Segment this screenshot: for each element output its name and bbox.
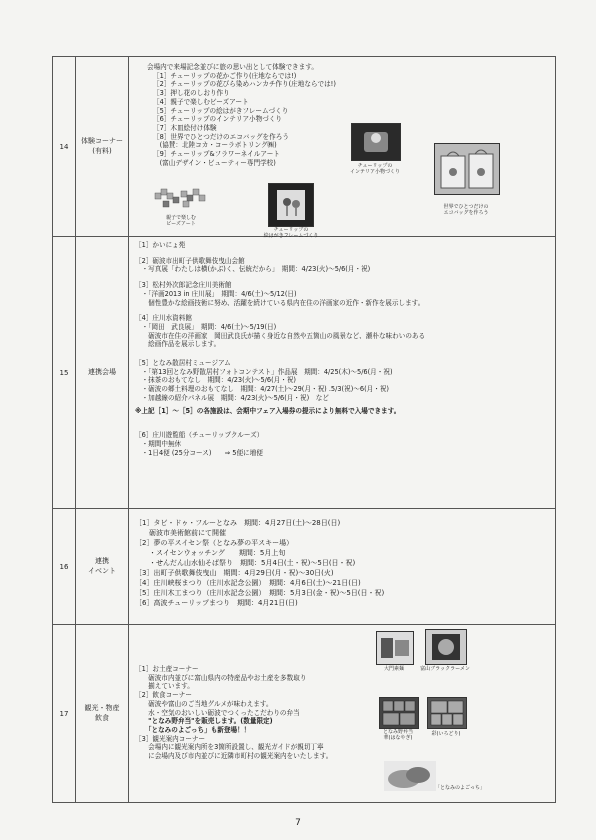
event-list: ［1］タビ・ドゥ・フルーとなみ 期間：4月27日(土)～28日(日) 砺波市美術館前にて開催 ［2］夢の平スイセン祭（となみ夢の平スキー場） ・スイセンウォッチング 期間：5月上旬 ・せんだん山水仙そば祭り 期間：5月4日(土・祝)～5日(日・祝) ［3］出町子供歌舞伎曳山 期間：4月29日(月・祝)～30日(火) ［4］庄川峡桜まつり（庄川水記念公園） 期間：4月6日(土)～21日(日) ［5］庄川木工まつり（庄川水記念公園） 期間：5月3日(金・祝)～5日(日・祝) ［6］高波チューリップまつり 期間：4月21日(日) xyxy=(135,519,385,607)
row-number: 14 xyxy=(53,57,76,237)
experience-list: 会場内で来場記念並びに旅の思い出として体験できます。 ［1］チューリップの花かご作り(庄地ならでは!) ［2］チューリップの花びら染めハンカチ作り(庄地ならでは!) ［3］押し花のしおり作り ［4］親子で楽しむビーズアート ［5］チューリップの絵はがきフレームづくり ［6］チューリップのインテリア小物づくり ［7］木皿絵付け体験 ［8］世界でひとつだけのエコバッグを作ろう (協賛：北陸コカ・コーラボトリング㈱) ［9］チューリップ&フラワーネイルアート (富山デザイン・ビューティー専門学校) xyxy=(147,63,336,167)
frame-caption: チューリップの 絵はがきフレームづくり xyxy=(263,227,319,239)
event-table xyxy=(52,56,556,803)
ecobag-photo xyxy=(434,143,500,195)
daimon-caption: 大門素麺 xyxy=(383,666,404,672)
row-name: 連携 イベント xyxy=(76,509,129,625)
daimon-somen-photo xyxy=(376,631,414,665)
table-row-14 xyxy=(53,57,556,237)
row-name: 観光・物産 飲食 xyxy=(76,625,129,803)
row-number: 16 xyxy=(53,509,76,625)
ecobag-caption: 世界でひとつだけの エコバッグを作ろう xyxy=(443,204,489,216)
row-content xyxy=(129,57,556,237)
table-row-17 xyxy=(53,625,556,803)
table-row-16 xyxy=(53,509,556,625)
tourism-list: ［1］お土産コーナー 砺波市内並びに富山県内の特産品やお土産を多数取り 揃えています。 ［2］飲食コーナー 砺波や富山のご当地グルメが味わえます。 水・空気のおいしい砺波でつくったこだわりの弁当 "となみ野弁当"を販売します。(数量限定) 「となみのよごっち」も新登場！！ ［3］観光案内コーナー 会場内に観光案内所を3箇所設置し、観光ガイドが親切丁寧 に会場内及び市内並びに近隣市町村の観光案内をいたします。 xyxy=(135,665,333,761)
row-number: 15 xyxy=(53,237,76,509)
row-content xyxy=(129,237,556,509)
row-number: 17 xyxy=(53,625,76,803)
row-content xyxy=(129,509,556,625)
venue-list: ［1］かいにょ苑 ［2］砺波市出町子供歌舞伎曳山会館 ・写真展「わたしは横(かぶ)く、伝統だから」 期間：4/23(火)～5/6(月・祝) ［3］松村外次郎記念庄川美術館 ・「洋画2013 in 庄川展」 期間：4/6(土)～5/12(日) 個性豊かな絵画技術に努め、活躍を続けている県内在住の洋画家の近作・新作を展示します。 ［4］庄川水資料館 ・「岡田 武良展」 期間：4/6(土)～5/19(日) 砺波市在住の洋画家 岡田武良氏が描く身近な自然や五箇山の風景など、瀬朴な味わいのある 絵画作品を展示します。 ［5］となみ散居村ミュージアム ・「第13回となみ野散居村フォトコンテスト」作品展 期間：4/25(木)～5/6(月・祝) ・抹茶のおもてなし 期間：4/23(火)～5/6(月・祝) ・砺波の郷土料理のおもてなし 期間：4/27(土)～29(月・祝) .5/3(祝)～6(月・祝) ・加越線の紹介パネル展 期間：4/23(火)～5/6(月・祝) など ※上記［1］～［5］の各施設は、会期中フェア入場券の提示により無料で入場できます。 ［6］庄川遊覧船（チューリップクルーズ） ・期間中無休 ・1日4便 (25分コース) ⇒ 5便に増便 xyxy=(135,241,426,457)
bento-irodori-photo xyxy=(427,697,467,729)
ramen-photo xyxy=(425,629,467,665)
beads-photo xyxy=(153,185,209,215)
row-name: 連携会場 xyxy=(76,237,129,509)
page-number: 7 xyxy=(295,818,301,828)
bento-irodori-caption: 彩(いろどり) xyxy=(431,731,461,737)
bento-hanayagi-photo xyxy=(379,697,419,729)
row-name: 体験コーナー (有料) xyxy=(76,57,129,237)
bento-hanayagi-caption: となみ野弁当 華(はなやぎ) xyxy=(382,729,413,741)
table-row-15 xyxy=(53,237,556,509)
yogocchi-caption: 「となみのよごっち」 xyxy=(435,785,485,791)
yogocchi-photo xyxy=(384,761,436,791)
frame-photo xyxy=(268,183,314,227)
interior-photo xyxy=(351,123,401,161)
row-content xyxy=(129,625,556,803)
ramen-caption: 富山ブラックラーメン xyxy=(420,666,470,672)
interior-caption: チューリップの インテリア小物づくり xyxy=(349,163,400,175)
beads-caption: 親子で楽しむ ビーズアート xyxy=(165,215,196,227)
